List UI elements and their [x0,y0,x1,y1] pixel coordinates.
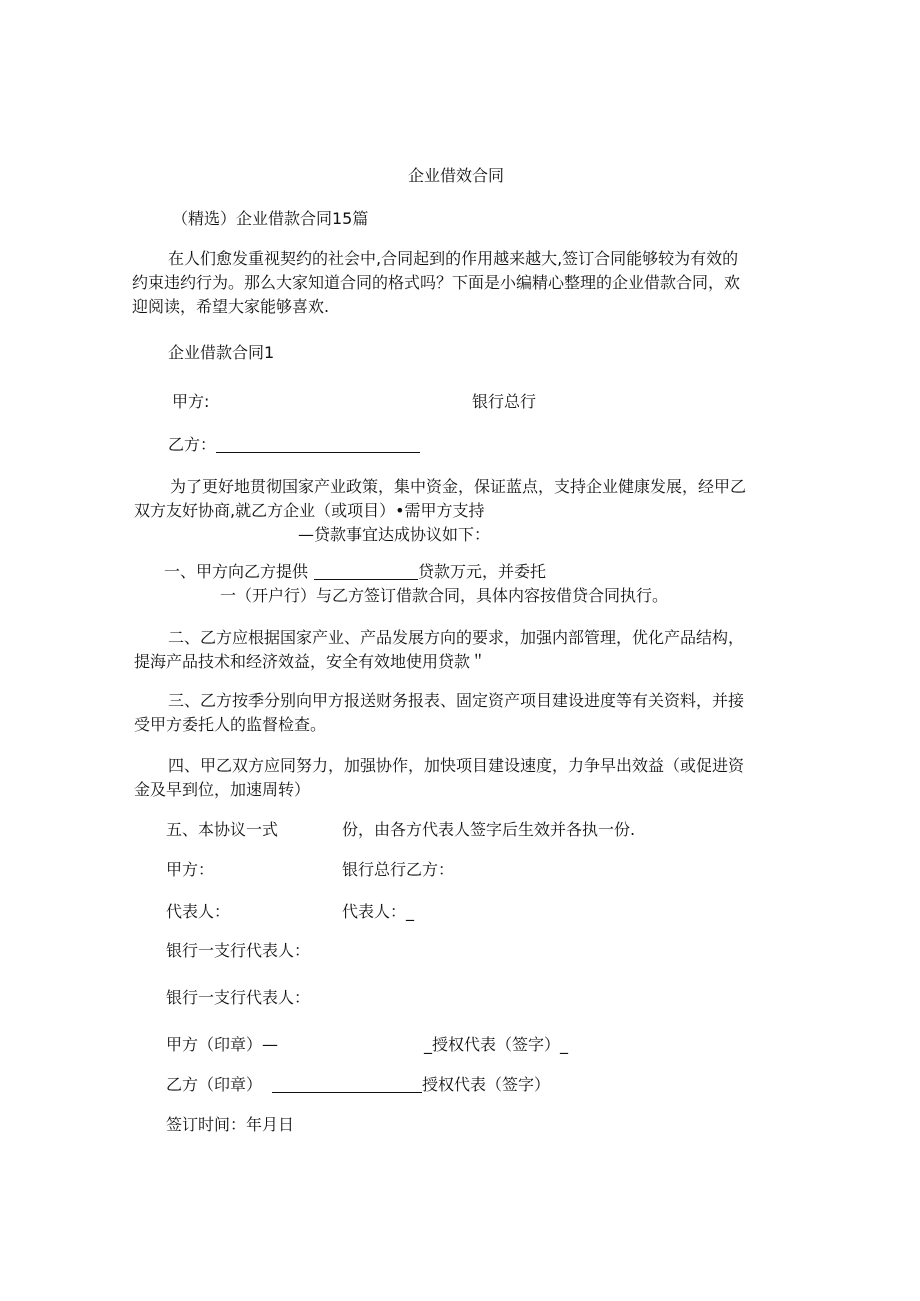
document-title: 企业借效合同 [408,166,505,185]
clause-5-right: 份，由各方代表人签字后生效并各执一份. [342,820,636,839]
sign-party-a-label: 甲方： [166,860,215,879]
party-b-row [168,435,420,455]
clause-2-line: 提海产品技术和经济效益，安全有效地使用贷款＂ [134,652,487,671]
clause-2-line: 二、乙方应根据国家产业、产品发展方向的要求，加强内部管理，优化产品结构， [168,628,745,647]
intro-line: 在人们愈发重视契约的社会中,合同起到的作用越来越大,签订合同能够较为有效的 [168,249,739,268]
sign-representative-right: 代表人：_ [342,902,415,921]
party-a-authorized-signature: _授权代表（签字）_ [424,1035,569,1054]
clause-1-suffix: 贷款万元，并委托 [418,562,547,581]
clause-1-line-2: 一（开户行）与乙方签订借款合同，具体内容按借贷合同执行。 [220,586,669,605]
clause-4-line: 金及早到位，加速周转） [134,780,311,799]
party-b-label: 乙方： [168,435,217,454]
clause-4 [134,754,744,802]
section-title: 企业借款合同1 [168,343,275,362]
branch-representative-2: 银行一支行代表人： [166,988,311,1007]
clause-2 [134,626,744,674]
party-a-label: 甲方: [172,392,210,411]
sign-representative-left: 代表人： [166,902,231,921]
party-b-blank [216,436,420,453]
purpose-paragraph [134,475,746,547]
document-subtitle: （精选）企业借款合同15篇 [172,209,369,228]
clause-1-amount-blank [314,563,418,580]
clause-4-line: 四、甲乙双方应同努力，加强协作，加快项目建设速度，力争早出效益（或促进资 [168,756,745,775]
sign-party-a-right: 银行总行乙方： [342,860,455,879]
branch-representative-1: 银行一支行代表人： [166,941,311,960]
party-b-seal-blank [272,1076,422,1093]
signing-date: 签订时间：年月日 [166,1115,295,1134]
clause-5-left: 五、本协议一式 [166,820,279,839]
purpose-line: 为了更好地贯彻国家产业政策，集中资金，保证蓝点，支持企业健康发展，经甲乙 [170,477,747,496]
intro-line: 约束违约行为。那么大家知道合同的格式吗？下面是小编精心整理的企业借款合同，欢 [132,273,741,292]
clause-3 [134,689,744,737]
clause-1-prefix: 一、甲方向乙方提供 [164,562,309,581]
party-a-seal: 甲方（印章）— [166,1035,279,1054]
party-b-authorized-signature: 授权代表（签字） [422,1075,551,1094]
party-b-seal: 乙方（印章） [166,1075,263,1094]
purpose-line: —贷款事宜达成协议如下： [298,525,491,544]
clause-3-line: 三、乙方按季分别向甲方报送财务报表、固定资产项目建设进度等有关资料，并接 [168,691,745,710]
intro-line: 迎阅读，希望大家能够喜欢. [132,297,330,316]
clause-3-line: 受甲方委托人的监督检查。 [134,715,327,734]
party-a-value: 银行总行 [472,392,537,411]
intro-paragraph [132,247,741,319]
clause-1-line-1 [164,562,546,582]
purpose-line: 双方友好协商,就乙方企业（或项目）•需甲方支持 [134,501,485,520]
party-b-seal-row [166,1075,550,1095]
